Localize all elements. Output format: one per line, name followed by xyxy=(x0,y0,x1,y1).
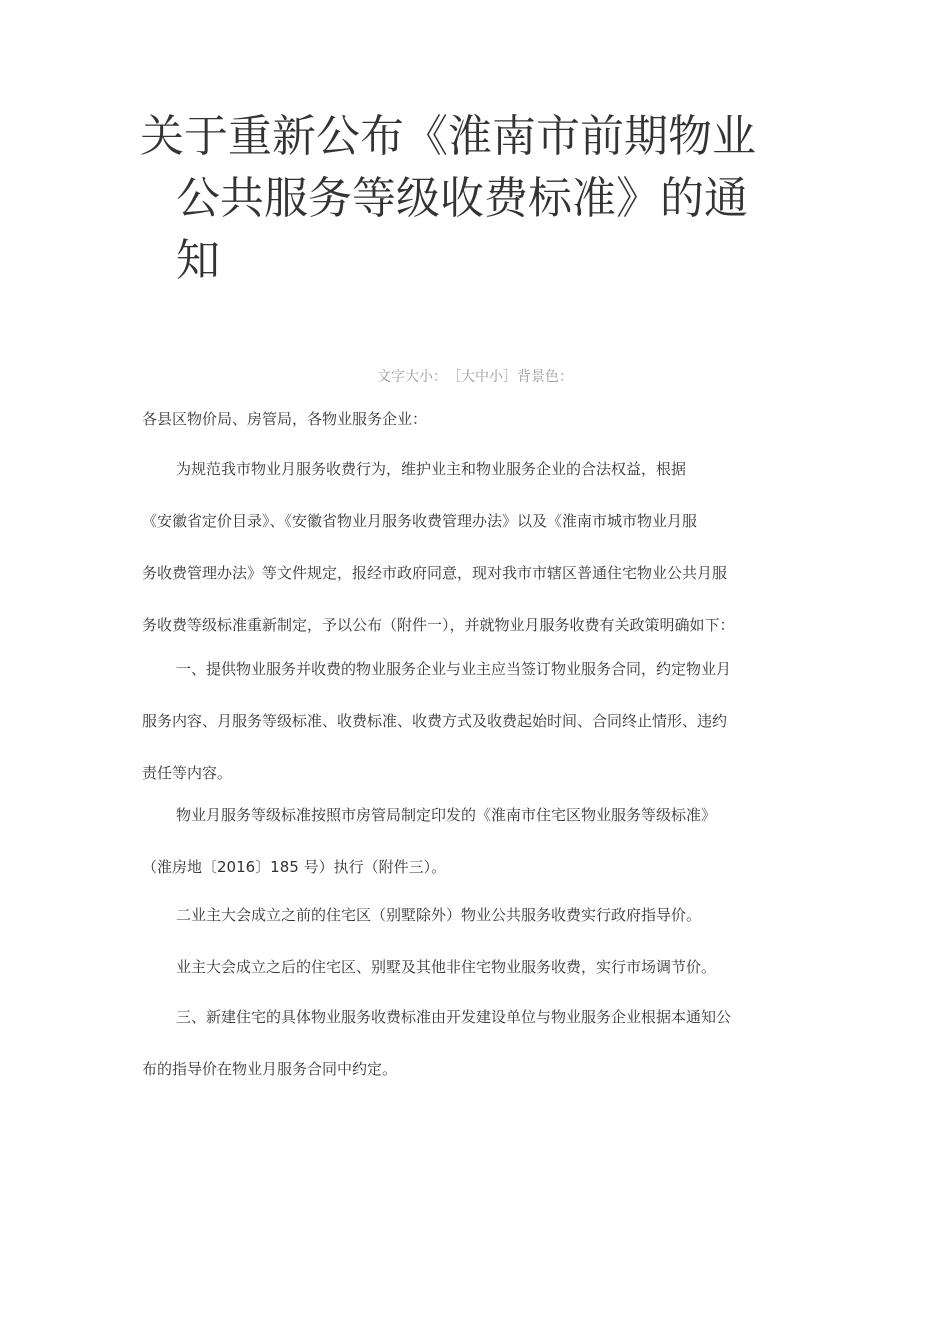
paragraph-1-line: 务收费管理办法》等文件规定，报经市政府同意，现对我市市辖区普通住宅物业公共月服 xyxy=(142,564,728,582)
font-size-label: 文字大小： xyxy=(377,369,447,385)
reading-toolbar xyxy=(0,366,950,388)
salutation: 各县区物价局、房管局，各物业服务企业： xyxy=(142,410,428,428)
paragraph-2-line: 服务内容、月服务等级标准、收费标准、收费方式及收费起始时间、合同终止情形、违约 xyxy=(142,712,728,730)
paragraph-1-line: 为规范我市物业月服务收费行为，维护业主和物业服务企业的合法权益，根据 xyxy=(176,460,687,478)
paragraph-6 xyxy=(142,1004,822,1108)
background-color-label[interactable]: 背景色： xyxy=(517,369,573,385)
paragraph-1-line: 《安徽省定价目录》、《安徽省物业月服务收费管理办法》以及《淮南市城市物业月服 xyxy=(142,512,698,530)
paragraph-3 xyxy=(142,802,822,906)
page-title xyxy=(140,106,820,292)
title-line-1: 关于重新公布《淮南市前期物业 xyxy=(140,111,756,162)
paragraph-5-line: 业主大会成立之后的住宅区、别墅及其他非住宅物业服务收费，实行市场调节价。 xyxy=(176,958,717,976)
paragraph-3-line: 物业月服务等级标准按照市房管局制定印发的《淮南市住宅区物业服务等级标准》 xyxy=(176,806,717,824)
paragraph-2-line: 一、提供物业服务并收费的物业服务企业与业主应当签订物业服务合同，约定物业月 xyxy=(176,660,732,678)
paragraph-2 xyxy=(142,656,822,812)
paragraph-5 xyxy=(142,954,822,1006)
title-line-2: 公共服务等级收费标准》的通 xyxy=(176,173,748,224)
paragraph-1-line: 务收费等级标准重新制定，予以公布（附件一），并就物业月服务收费有关政策明确如下： xyxy=(142,616,735,634)
paragraph-3-line: （淮房地〔2016〕185 号）执行（附件三）。 xyxy=(142,858,447,876)
paragraph-6-line: 三、新建住宅的具体物业服务收费标准由开发建设单位与物业服务企业根据本通知公 xyxy=(176,1008,732,1026)
title-line-3: 知 xyxy=(176,235,220,286)
paragraph-4-line: 二业主大会成立之前的住宅区（别墅除外）物业公共服务收费实行政府指导价。 xyxy=(176,906,702,924)
paragraph-2-line: 责任等内容。 xyxy=(142,764,233,782)
article-body xyxy=(142,406,822,458)
paragraph-4 xyxy=(142,902,822,954)
paragraph-6-line: 布的指导价在物业月服务合同中约定。 xyxy=(142,1060,398,1078)
font-size-options[interactable]: ［大中小］ xyxy=(447,369,517,385)
paragraph-1 xyxy=(142,456,822,664)
